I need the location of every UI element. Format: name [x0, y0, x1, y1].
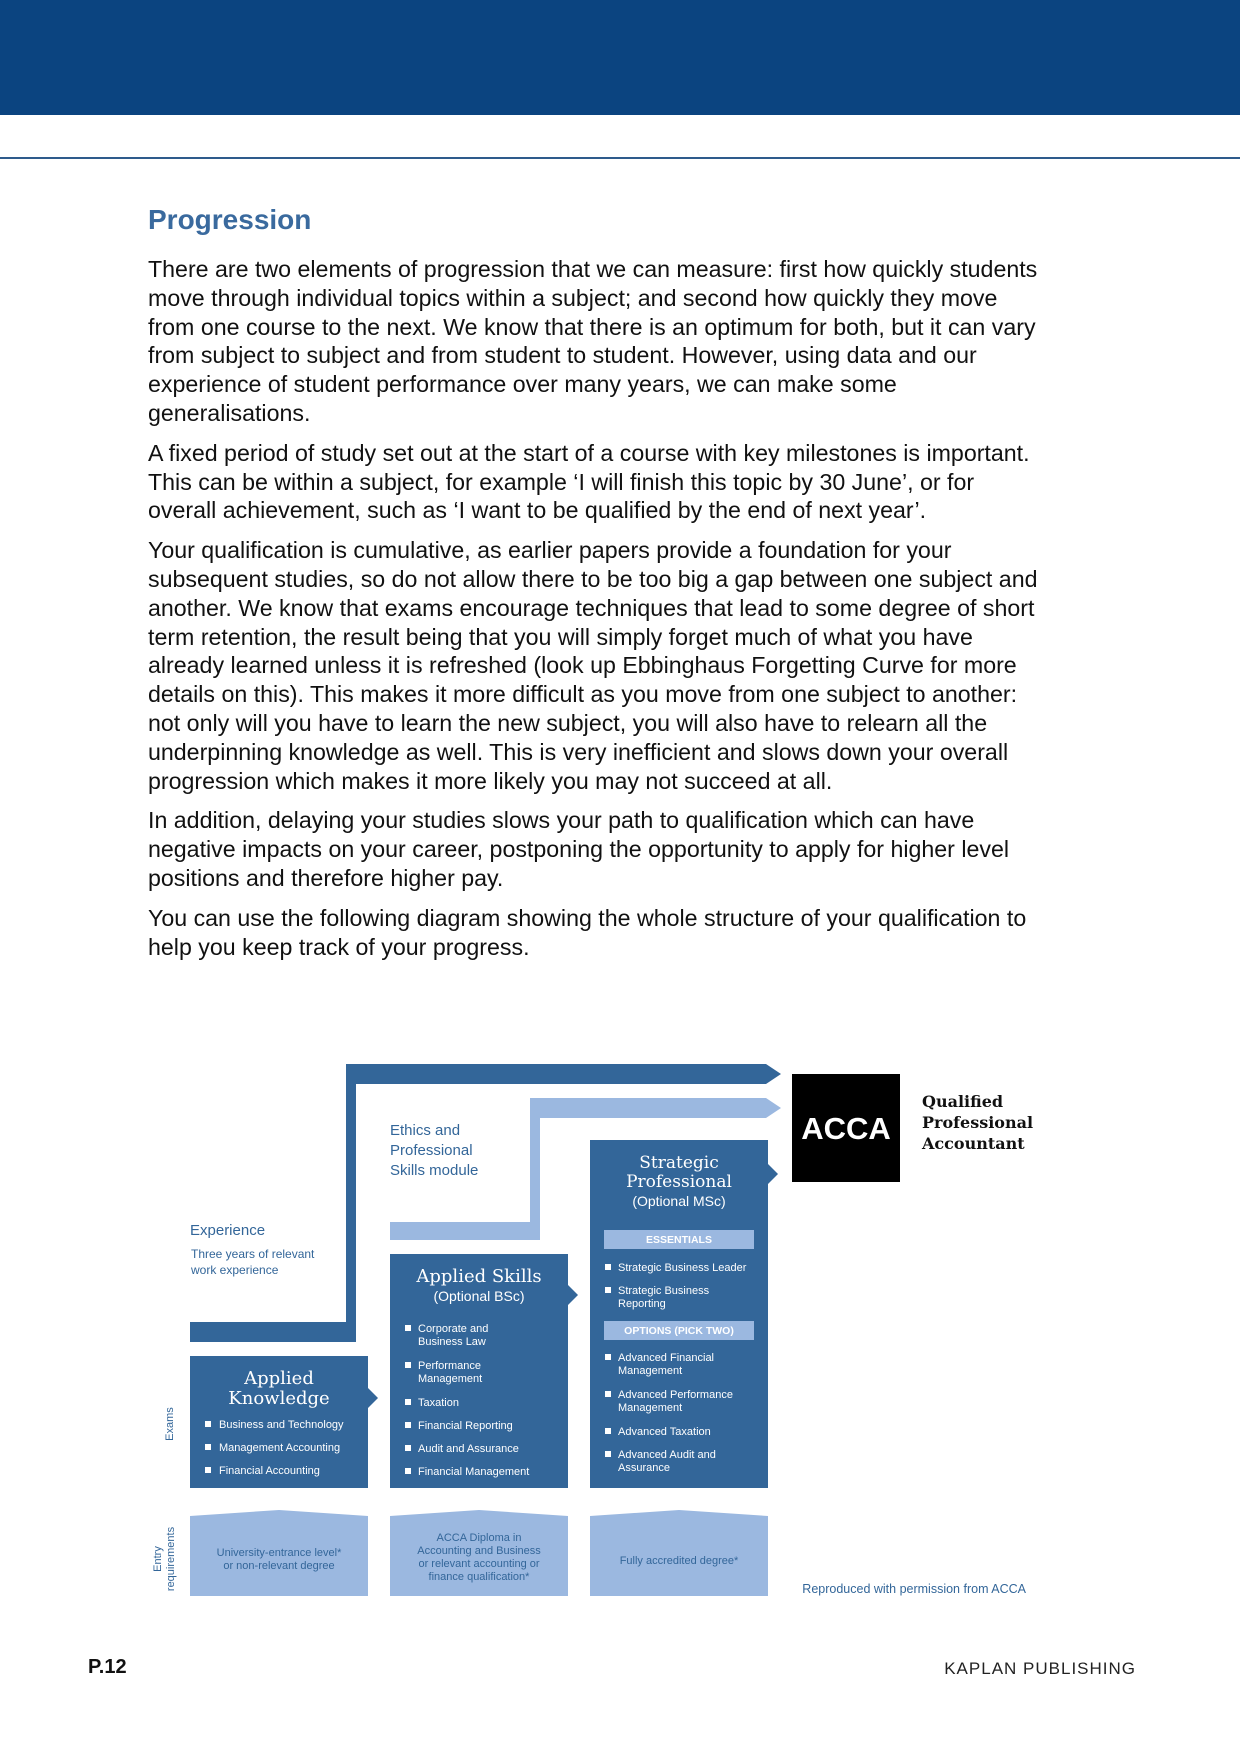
exam-item: Business Law: [418, 1336, 486, 1348]
bullet-icon: [405, 1399, 411, 1405]
header-band: [0, 0, 1240, 115]
applied-skills-subtitle: (Optional BSc): [433, 1288, 525, 1304]
bullet-icon: [405, 1445, 411, 1451]
strategic-title: Professional: [626, 1172, 732, 1192]
exam-item: Corporate and: [418, 1323, 489, 1335]
exam-item: Financial Management: [418, 1466, 530, 1478]
entry-text: Fully accredited degree*: [619, 1555, 739, 1567]
entry-side-label: requirements: [165, 1526, 177, 1592]
exam-item: Taxation: [418, 1397, 459, 1409]
publisher-name: KAPLAN PUBLISHING: [944, 1659, 1136, 1678]
exam-item: Audit and Assurance: [418, 1443, 519, 1455]
exam-item: Advanced Financial: [618, 1352, 715, 1364]
exam-item: Management: [618, 1402, 683, 1414]
exam-item: Business and Technology: [219, 1419, 344, 1431]
entry-side-label: Entry: [152, 1546, 164, 1572]
bullet-icon: [405, 1325, 411, 1331]
qualified-label: Professional: [922, 1113, 1034, 1132]
applied-knowledge-title: Knowledge: [228, 1388, 330, 1409]
paragraph: A fixed period of study set out at the start of a course with key milestones is important. This can be within a subject, for example ‘I will finish this topic by 30 June’, or for overall achievement, such as ‘I want to be qualified by the end of next year’.: [148, 439, 1030, 524]
exam-item: Management: [418, 1373, 483, 1385]
bullet-icon: [205, 1467, 211, 1473]
ethics-label: Ethics and: [390, 1122, 461, 1139]
qualified-label: Accountant: [922, 1134, 1025, 1153]
page-number: P.12: [88, 1656, 127, 1678]
bullet-icon: [605, 1264, 611, 1270]
paragraph: There are two elements of progression that we can measure: first how quickly students move through individual topics within a subject; and second how quickly they move from one course to the next. We know that there is an optimum for both, but it can vary from subject to subject and from student to student. However, using data and our experience of student performance over many years, we can make some generalisations.: [148, 256, 1038, 426]
bullet-icon: [205, 1421, 211, 1427]
applied-skills-title: Applied Skills: [416, 1266, 542, 1287]
permission-credit: Reproduced with permission from ACCA: [802, 1582, 1026, 1596]
bullet-icon: [405, 1468, 411, 1474]
paragraph: You can use the following diagram showing the whole structure of your qualification to help you keep track of your progress.: [148, 904, 1027, 960]
entry-box: [590, 1510, 768, 1596]
acca-qualification-diagram: [140, 1062, 1040, 1607]
entry-text: finance qualification*: [428, 1571, 530, 1583]
entry-text: or relevant accounting or: [418, 1558, 540, 1570]
bullet-icon: [405, 1362, 411, 1368]
strategic-title: Strategic: [639, 1153, 719, 1173]
entry-text: ACCA Diploma in: [436, 1532, 522, 1544]
exam-item: Strategic Business: [618, 1285, 710, 1297]
ethics-label: Skills module: [390, 1162, 479, 1179]
experience-title: Experience: [190, 1222, 266, 1239]
exam-item: Advanced Taxation: [618, 1426, 711, 1438]
bullet-icon: [605, 1391, 611, 1397]
experience-desc: work experience: [191, 1263, 279, 1277]
acca-logo-text: ACCA: [801, 1111, 891, 1146]
bullet-icon: [605, 1354, 611, 1360]
exam-item: Management Accounting: [219, 1442, 341, 1454]
exam-item: Performance: [418, 1360, 481, 1372]
exam-item: Management: [618, 1365, 683, 1377]
exam-item: Advanced Audit and: [618, 1449, 716, 1461]
entry-text: University-entrance level*: [216, 1547, 342, 1559]
exam-item: Reporting: [618, 1298, 666, 1310]
options-label: OPTIONS (PICK TWO): [624, 1325, 734, 1337]
section-heading: Progression: [148, 204, 312, 235]
exam-item: Strategic Business Leader: [618, 1262, 747, 1274]
experience-desc: Three years of relevant: [191, 1247, 315, 1261]
bullet-icon: [205, 1444, 211, 1450]
body-text: [148, 255, 1038, 972]
strategic-subtitle: (Optional MSc): [632, 1193, 726, 1209]
bullet-icon: [605, 1287, 611, 1293]
exams-side-label: Exams: [164, 1407, 176, 1441]
qualified-label: Qualified: [922, 1092, 1004, 1111]
essentials-label: ESSENTIALS: [646, 1234, 712, 1246]
exam-item: Assurance: [618, 1462, 670, 1474]
paragraph: Your qualification is cumulative, as earlier papers provide a foundation for your subsequent studies, so do not allow there to be too big a gap between one subject and another. We know that exams encourage techniques that lead to some degree of short term retention, the result being that you will simply forget much of what you have already learned unless it is refreshed (look up Ebbinghaus Forgetting Curve for more details on this). This makes it more difficult as you move from one subject to another: not only will you have to learn the new subject, you will also have to relearn all the underpinning knowledge as well. This is very inefficient and slows down your overall progression which makes it more likely you may not succeed at all.: [148, 537, 1038, 794]
entry-text: or non-relevant degree: [223, 1560, 335, 1572]
exam-item: Financial Accounting: [219, 1465, 320, 1477]
bullet-icon: [605, 1451, 611, 1457]
bullet-icon: [405, 1422, 411, 1428]
entry-text: Accounting and Business: [417, 1545, 541, 1557]
bullet-icon: [605, 1428, 611, 1434]
header-rule: [0, 157, 1240, 159]
paragraph: In addition, delaying your studies slows your path to qualification which can have negative impacts on your career, postponing the opportunity to apply for higher level positions and therefore higher pay.: [148, 807, 1010, 891]
exam-item: Financial Reporting: [418, 1420, 513, 1432]
exam-item: Advanced Performance: [618, 1389, 733, 1401]
ethics-label: Professional: [390, 1142, 473, 1159]
applied-knowledge-title: Applied: [244, 1368, 314, 1389]
